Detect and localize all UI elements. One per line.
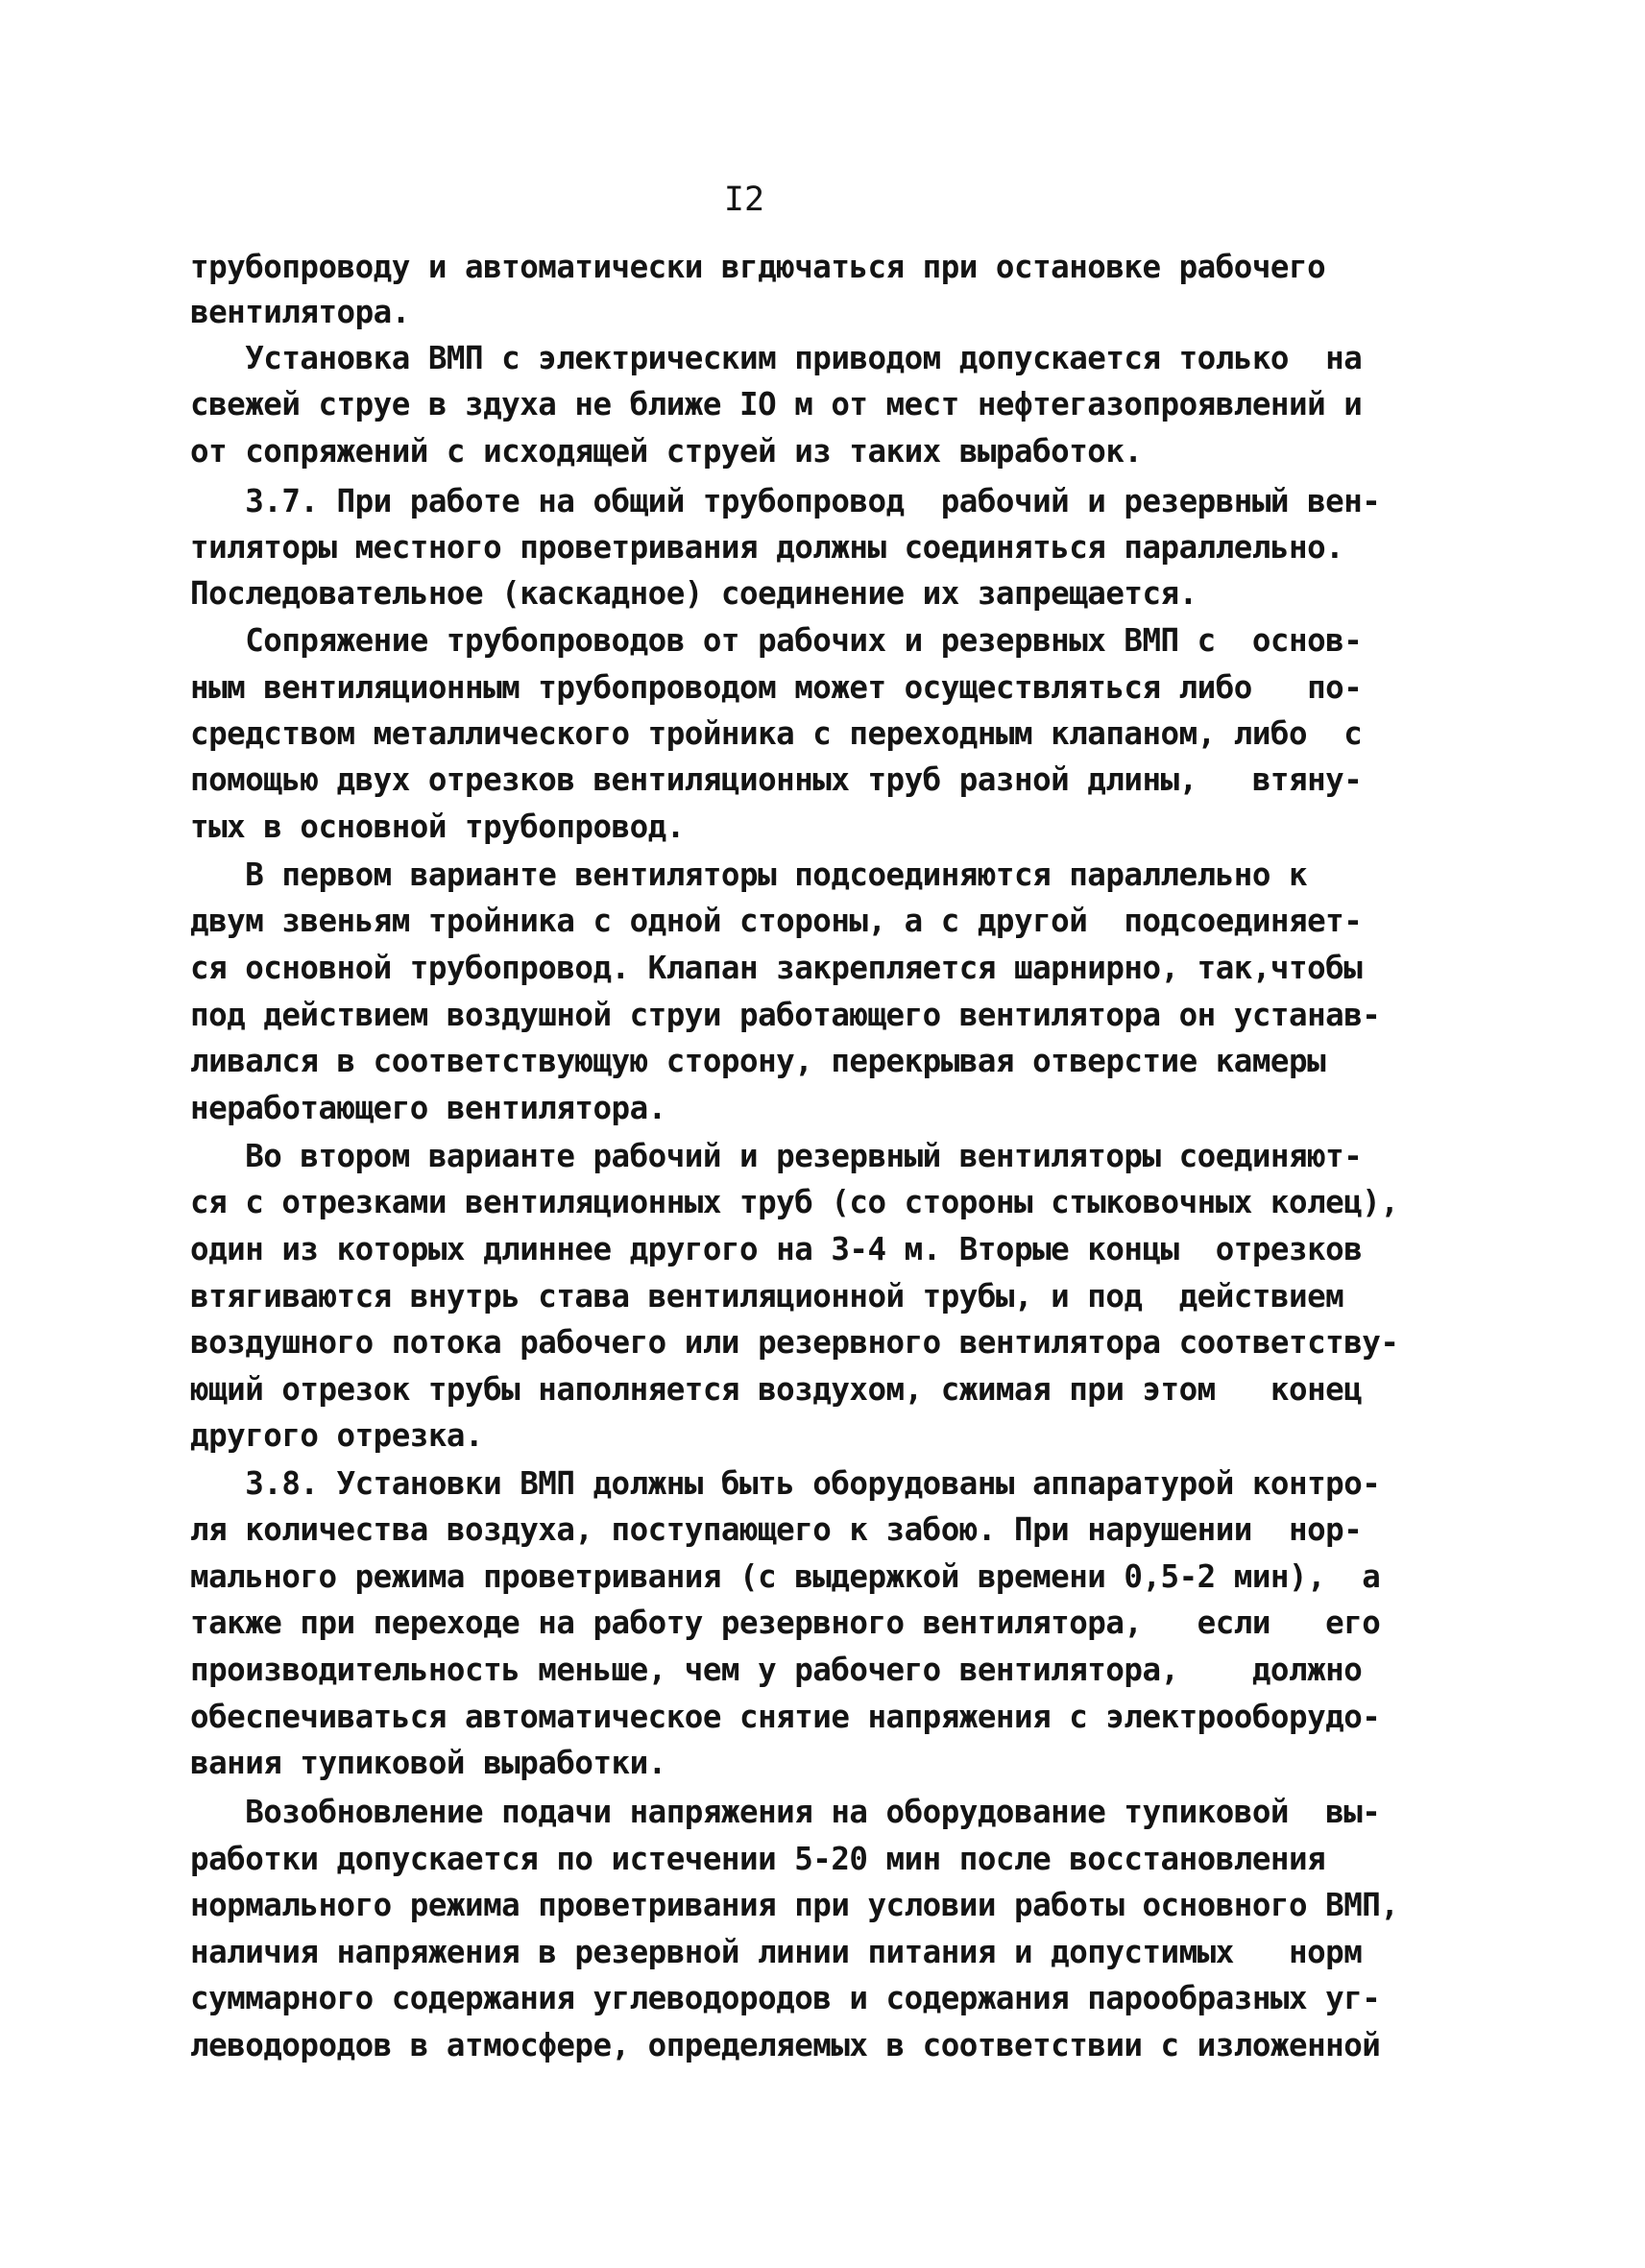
text-line: также при переходе на работу резервного вентилятора, если его [190, 1604, 1381, 1641]
text-line: тиляторы местного проветривания должны соединяться параллельно. [190, 529, 1344, 566]
text-line: вания тупиковой выработки. [190, 1745, 666, 1781]
text-line: от сопряжений с исходящей струей из таких выработок. [190, 433, 1143, 470]
text-line: нормального режима проветривания при условии работы основного ВМП, [190, 1887, 1399, 1923]
text-line: Установка ВМП с электрическим приводом допускается только на [190, 340, 1363, 376]
text-line: двум звеньям тройника с одной стороны, а с другой подсоединяет- [190, 903, 1363, 939]
text-line: ся основной трубопровод. Клапан закрепляется шарнирно, так,чтобы [190, 950, 1363, 986]
text-line: производительность меньше, чем у рабочего вентилятора, должно [190, 1652, 1363, 1688]
text-line: один из которых длиннее другого на 3-4 м. Вторые концы отрезков [190, 1231, 1363, 1267]
text-line: вентилятора. [190, 294, 410, 330]
text-line: 3.8. Установки ВМП должны быть оборудованы аппаратурой контро- [190, 1465, 1381, 1502]
text-line: ющий отрезок трубы наполняется воздухом, сжимая при этом конец [190, 1371, 1363, 1408]
text-line: втягиваются внутрь става вентиляционной трубы, и под действием [190, 1278, 1344, 1315]
text-line: В первом варианте вентиляторы подсоединяются параллельно к [190, 857, 1308, 893]
text-line: трубопроводу и автоматически вгдючаться при остановке рабочего [190, 249, 1326, 285]
text-line: обеспечиваться автоматическое снятие напряжения с электрооборудо- [190, 1699, 1381, 1735]
text-line: ным вентиляционным трубопроводом может осуществляться либо по- [190, 669, 1363, 706]
text-line: свежей струе в здуха не ближе IO м от мест нефтегазопроявлений и [190, 386, 1363, 422]
text-line: воздушного потока рабочего или резервного вентилятора соответству- [190, 1324, 1399, 1361]
page-number: I2 [723, 181, 765, 219]
text-line: тых в основной трубопровод. [190, 808, 685, 845]
text-line: помощью двух отрезков вентиляционных труб разной длины, втяну- [190, 761, 1363, 798]
text-line: Во втором варианте рабочий и резервный вентиляторы соединяют- [190, 1138, 1363, 1174]
text-line: 3.7. При работе на общий трубопровод рабочий и резервный вен- [190, 483, 1381, 519]
text-line: ливался в соответствующую сторону, перекрывая отверстие камеры [190, 1043, 1326, 1079]
text-line: Сопряжение трубопроводов от рабочих и резервных ВМП с основ- [190, 622, 1363, 659]
text-line: под действием воздушной струи работающего вентилятора он устанав- [190, 997, 1381, 1033]
text-line: другого отрезка. [190, 1417, 484, 1454]
text-line: мального режима проветривания (с выдержкой времени 0,5-2 мин), а [190, 1558, 1381, 1595]
text-line: наличия напряжения в резервной линии питания и допустимых норм [190, 1934, 1363, 1970]
text-line: Возобновление подачи напряжения на оборудование тупиковой вы- [190, 1794, 1381, 1830]
text-line: работки допускается по истечении 5-20 мин после восстановления [190, 1841, 1326, 1877]
text-line: неработающего вентилятора. [190, 1090, 666, 1126]
text-line: суммарного содержания углеводородов и содержания парообразных уг- [190, 1980, 1381, 2016]
text-line: леводородов в атмосфере, определяемых в соответствии с изложенной [190, 2027, 1381, 2063]
text-line: ся с отрезками вентиляционных труб (со стороны стыковочных колец), [190, 1184, 1399, 1220]
text-line: ля количества воздуха, поступающего к забою. При нарушении нор- [190, 1511, 1363, 1548]
text-line: средством металлического тройника с переходным клапаном, либо с [190, 715, 1363, 752]
text-line: Последовательное (каскадное) соединение их запрещается. [190, 575, 1197, 612]
